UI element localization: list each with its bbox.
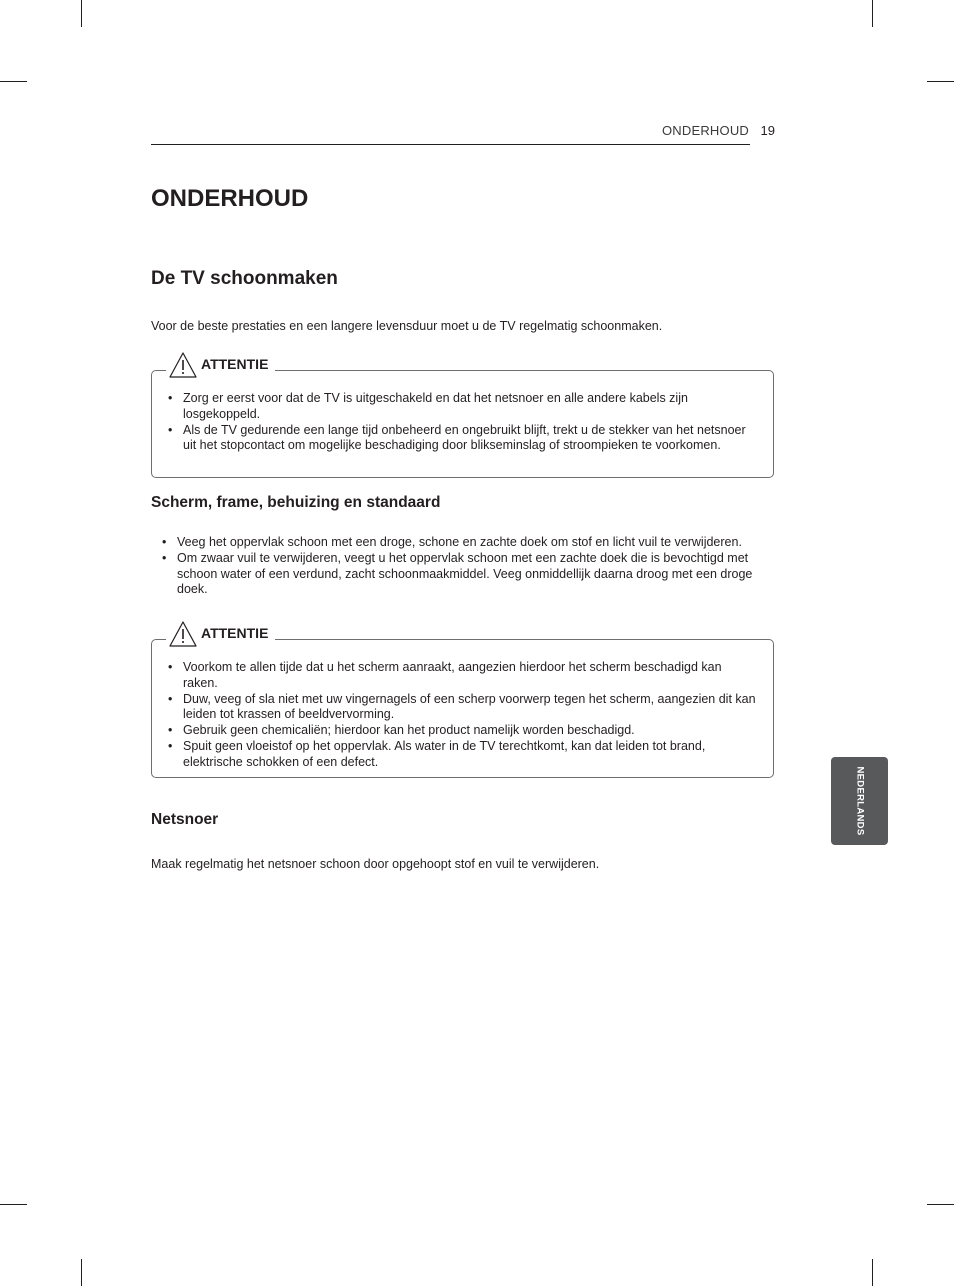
- subsection-heading: Netsnoer: [151, 811, 219, 828]
- crop-mark: [927, 1204, 954, 1205]
- crop-mark: [0, 81, 27, 82]
- cleaning-list: [161, 535, 777, 598]
- crop-mark: [81, 1259, 82, 1286]
- caution-label-text: ATTENTIE: [201, 356, 269, 372]
- list-item: • Als de TV gedurende een lange tijd onbeheerd en ongebruikt blijft, trekt u de stekker van het netsnoer uit het stopcontact om mogelijke beschadiging door blikseminslag of stroompieken te voorkomen.: [167, 423, 757, 455]
- list-item: • Spuit geen vloeistof op het oppervlak. Als water in de TV terechtkomt, kan dat leiden tot brand, elektrische schokken of een defect.: [167, 739, 757, 771]
- crop-mark: [0, 1204, 27, 1205]
- list-item: • Veeg het oppervlak schoon met een droge, schone en zachte doek om stof en licht vuil te verwijderen.: [161, 535, 777, 551]
- caution-box: [151, 625, 774, 778]
- caution-list: [167, 660, 757, 771]
- page-title: ONDERHOUD: [151, 185, 309, 212]
- crop-mark: [927, 81, 954, 82]
- page-number: 19: [760, 123, 775, 138]
- list-item: • Om zwaar vuil te verwijderen, veegt u het oppervlak schoon met een zachte doek die is bevochtigd met schoon water of een verdund, zacht schoonmaakmiddel. Veeg onmiddellijk daarna droog met een droge doek.: [161, 551, 777, 598]
- caution-label: [166, 349, 275, 379]
- caution-label-text: ATTENTIE: [201, 625, 269, 641]
- list-item: • Duw, veeg of sla niet met uw vingernagels of een scherp voorwerp tegen het scherm, aangezien dit kan leiden tot krassen of beeldvervorming.: [167, 692, 757, 724]
- crop-mark: [872, 1259, 873, 1286]
- crop-mark: [872, 0, 873, 27]
- header-rule: [151, 144, 750, 145]
- running-header: [151, 121, 775, 145]
- header-section-title: ONDERHOUD: [661, 123, 749, 138]
- cord-paragraph: Maak regelmatig het netsnoer schoon door opgehoopt stof en vuil te verwijderen.: [151, 857, 600, 871]
- warning-triangle-icon: [168, 351, 198, 379]
- list-item: • Voorkom te allen tijde dat u het scherm aanraakt, aangezien hierdoor het scherm beschadigd kan raken.: [167, 660, 757, 692]
- caution-list: [167, 391, 757, 454]
- subsection-heading: Scherm, frame, behuizing en standaard: [151, 494, 441, 511]
- list-item: • Zorg er eerst voor dat de TV is uitgeschakeld en dat het netsnoer en alle andere kabels zijn losgekoppeld.: [167, 391, 757, 423]
- crop-mark: [81, 0, 82, 27]
- language-tab: [831, 757, 888, 845]
- caution-box: [151, 356, 774, 478]
- warning-triangle-icon: [168, 620, 198, 648]
- caution-label: [166, 618, 275, 648]
- list-item: • Gebruik geen chemicaliën; hierdoor kan het product namelijk worden beschadigd.: [167, 723, 757, 739]
- language-tab-label: NEDERLANDS: [854, 766, 865, 836]
- intro-paragraph: Voor de beste prestaties en een langere levensduur moet u de TV regelmatig schoonmaken.: [151, 319, 663, 333]
- section-title: De TV schoonmaken: [151, 268, 338, 289]
